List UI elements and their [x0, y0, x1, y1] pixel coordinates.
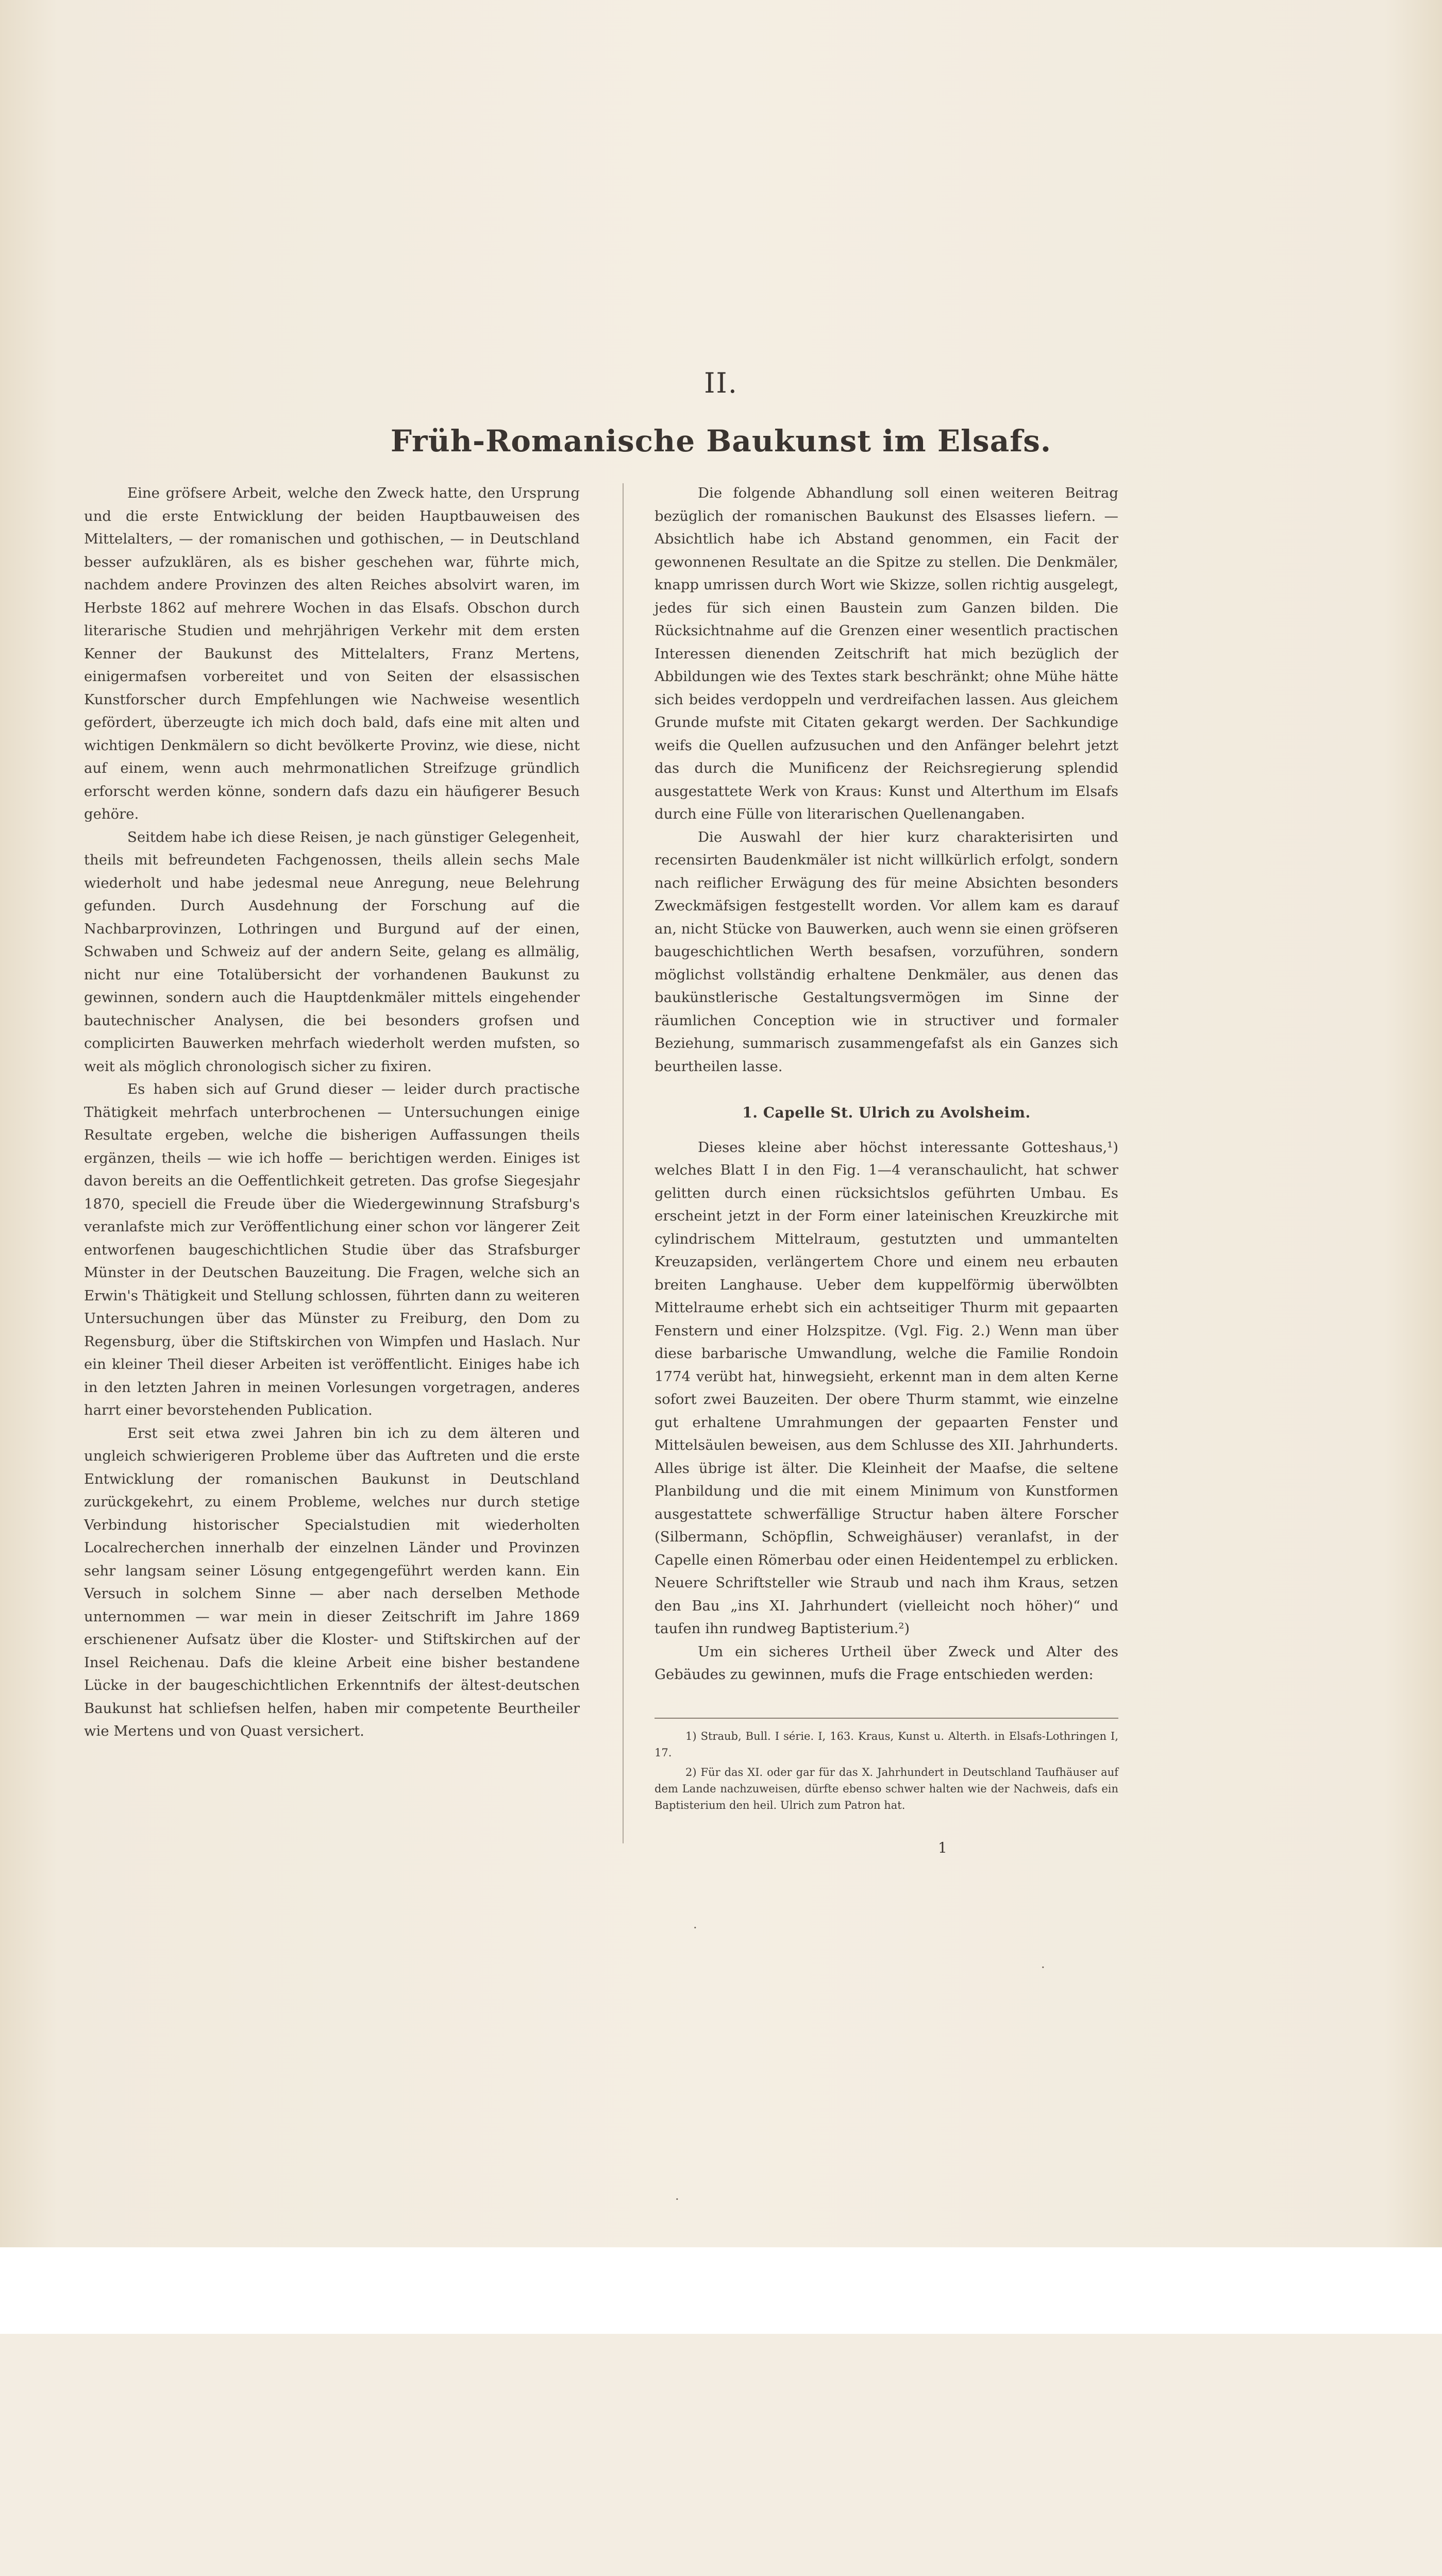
footnote-2: 2) Für das XI. oder gar für das X. Jahrhundert in Deutschland Taufhäuser auf dem Lande nachzuweisen, dürfte ebenso schwer halten wie der Nachweis, dafs ein Baptisterium den heil. Ulrich zum Patron hat. — [655, 1766, 1118, 1811]
footnotes — [655, 1718, 1118, 1817]
left-paragraph-3: Es haben sich auf Grund dieser — leider durch practische Thätigkeit mehrfach unterbrochenen — Untersuchungen einige Resultate ergeben, welche die bisherigen Auffassungen theils ergänzen, theils — wie ich hoffe — berichtigen werden. Einiges ist davon bereits an die Oeffentlichkeit getreten. Das grofse Siegesjahr 1870, speciell die Freude über die Wiedergewinnung Strafsburg's veranlafste mich zur Veröffentlichung einer schon vor längerer Zeit entworfenen baugeschichtlichen Studie über das Strafsburger Münster in der Deutschen Bauzeitung. Die Fragen, welche sich an Erwin's Thätigkeit und Stellung schlossen, führten dann zu weiteren Untersuchungen über das Münster zu Freiburg, den Dom zu Regensburg, über die Stiftskirchen von Wimpfen und Haslach. Nur ein kleiner Theil dieser Arbeiten ist veröffentlicht. Einiges habe ich in den letzten Jahren in meinen Vorlesungen vorgetragen, anderes harrt einer bevorstehenden Publication. — [84, 1081, 580, 1418]
paper-speck: · — [675, 2192, 679, 2207]
right-paragraph-2: Die Auswahl der hier kurz charakterisirten und recensirten Baudenkmäler ist nicht willkürlich erfolgt, sondern nach reiflicher Erwägung des für meine Absichten besonders Zweckmäfsigen festgestellt worden. Vor allem kam es darauf an, nicht Stücke von Bauwerken, auch wenn sie einen gröfseren baugeschichtlichen Werth besafsen, vorzuführen, sondern möglichst vollständig erhaltene Denkmäler, aus denen das baukünstlerische Gestaltungsvermögen im Sinne der räumlichen Conception wie in structiver und formaler Beziehung, summarisch zusammengefafst als ein Ganzes sich beurtheilen lasse. — [655, 828, 1118, 1075]
footnote-1: 1) Straub, Bull. I série. I, 163. Kraus, Kunst u. Alterth. in Elsafs-Lothringen I, 17. — [655, 1730, 1118, 1759]
left-paragraph-1: Eine gröfsere Arbeit, welche den Zweck hatte, den Ursprung und die erste Entwicklung der beiden Hauptbauweisen des Mittelalters, — der romanischen und gothischen, — in Deutschland besser aufzuklären, als es bisher geschehen war, führte mich, nachdem andere Provinzen des alten Reiches absolvirt waren, im Herbste 1862 auf mehrere Wochen in das Elsafs. Obschon durch literarische Studien und mehrjährigen Verkehr mit dem ersten Kenner der Baukunst des Mittelalters, Franz Mertens, einigermafsen vorbereitet und von Seiten der elsassischen Kunstforscher durch Empfehlungen wie Nachweise wesentlich gefördert, überzeugte ich mich doch bald, dafs eine mit alten und wichtigen Denkmälern so dicht bevölkerte Provinz, wie diese, nicht auf einem, wenn auch mehrmonatlichen Streifzuge gründlich erforscht werden könne, sondern dafs dazu ein häufigerer Besuch gehöre. — [84, 485, 580, 822]
paper-speck: · — [693, 1921, 697, 1935]
left-paragraph-2: Seitdem habe ich diese Reisen, je nach günstiger Gelegenheit, theils mit befreundeten Fachgenossen, theils allein sechs Male wiederholt und habe jedesmal neue Anregung, neue Belehrung gefunden. Durch Ausdehnung der Forschung auf die Nachbarprovinzen, Lothringen und Burgund auf der einen, Schwaben und Schweiz auf der andern Seite, gelang es allmälig, nicht nur eine Totalübersicht der vorhandenen Baukunst zu gewinnen, sondern auch die Hauptdenkmäler mittels eingehender bautechnischer Analysen, die bei besonders grofsen und complicirten Bauwerken mehrfach wiederholt werden mufsten, so weit als möglich chronologisch sicher zu fixiren. — [84, 828, 580, 1075]
right-paragraph-3: Dieses kleine aber höchst interessante Gotteshaus,¹) welches Blatt I in den Fig. 1—4 veranschaulicht, hat schwer gelitten durch einen rücksichtslos geführten Umbau. Es erscheint jetzt in der Form einer lateinischen Kreuzkirche mit cylindrischem Mittelraum, gestutzten und ummantelten Kreuzapsiden, verlängertem Chore und einem neu erbauten breiten Langhause. Ueber dem kuppelförmig überwölbten Mittelraume erhebt sich ein achtseitiger Thurm mit gepaarten Fenstern und einer Holzspitze. (Vgl. Fig. 2.) Wenn man über diese barbarische Umwandlung, welche die Familie Rondoin 1774 verübt hat, hinwegsieht, erkennt man in dem alten Kerne sofort zwei Bauzeiten. Der obere Thurm stammt, wie einzelne gut erhaltene Umrahmungen der gepaarten Fenster und Mittelsäulen beweisen, aus dem Schlusse des XII. Jahrhunderts. Alles übrige ist älter. Die Kleinheit der Maafse, die seltene Planbildung und die mit einem Minimum von Kunstformen ausgestattete schwerfällige Structur haben ältere Forscher (Silbermann, Schöpflin, Schweighäuser) veranlafst, in der Capelle einen Römerbau oder einen Heidentempel zu erblicken. Neuere Schriftsteller wie Straub und nach ihm Kraus, setzen den Bau „ins XI. Jahrhundert (vielleicht noch höher)“ und taufen ihn rundweg Baptisterium.²) — [655, 1139, 1118, 1637]
right-text-column — [655, 482, 1118, 1686]
library-banner — [0, 2247, 1442, 2334]
section-heading: 1. Capelle St. Ulrich zu Avolsheim. — [742, 1104, 1031, 1121]
paper-speck: · — [1041, 1960, 1045, 1975]
page-title: Früh-Romanische Baukunst im Elsafs. — [390, 423, 1052, 459]
left-text-column — [84, 482, 580, 1743]
column-divider — [623, 483, 624, 1843]
right-paragraph-1: Die folgende Abhandlung soll einen weiteren Beitrag bezüglich der romanischen Baukunst des Elsasses liefern. — Absichtlich habe ich Abstand genommen, ein Facit der gewonnenen Resultate an die Spitze zu stellen. Die Denkmäler, knapp umrissen durch Wort wie Skizze, sollen richtig ausgelegt, jedes für sich einen Baustein zum Ganzen bilden. Die Rücksichtnahme auf die Grenzen einer wesentlich practischen Interessen dienenden Zeitschrift hat mich bezüglich der Abbildungen wie des Textes stark beschränkt; ohne Mühe hätte sich beides verdoppeln und verdreifachen lassen. Aus gleichem Grunde mufste mit Citaten gekargt werden. Der Sachkundige weifs die Quellen aufzusuchen und den Anfänger belehrt jetzt das durch die Munificenz der Reichsregierung splendid ausgestattete Werk von Kraus: Kunst und Alterthum im Elsafs durch eine Fülle von literarischen Quellenangaben. — [655, 485, 1118, 822]
part-number: II. — [704, 367, 738, 399]
right-paragraph-4: Um ein sicheres Urtheil über Zweck und Alter des Gebäudes zu gewinnen, mufs die Frage entschieden werden: — [655, 1643, 1118, 1683]
page-number: 1 — [938, 1839, 947, 1856]
left-paragraph-4: Erst seit etwa zwei Jahren bin ich zu dem älteren und ungleich schwierigeren Probleme über das Auftreten und die erste Entwicklung der romanischen Baukunst in Deutschland zurückgekehrt, zu einem Probleme, welches nur durch stetige Verbindung historischer Specialstudien mit wiederholten Localrecherchen innerhalb der einzelnen Länder und Provinzen sehr langsam seiner Lösung entgegengeführt werden kann. Ein Versuch in solchem Sinne — aber nach derselben Methode unternommen — war mein in dieser Zeitschrift im Jahre 1869 erschienener Aufsatz über die Kloster- und Stiftskirchen auf der Insel Reichenau. Dafs die kleine Arbeit eine bisher bestandene Lücke in der baugeschichtlichen Erkenntnifs der ältest-deutschen Baukunst hat schliefsen helfen, haben mir competente Beurtheiler wie Mertens und von Quast versichert. — [84, 1425, 580, 1739]
